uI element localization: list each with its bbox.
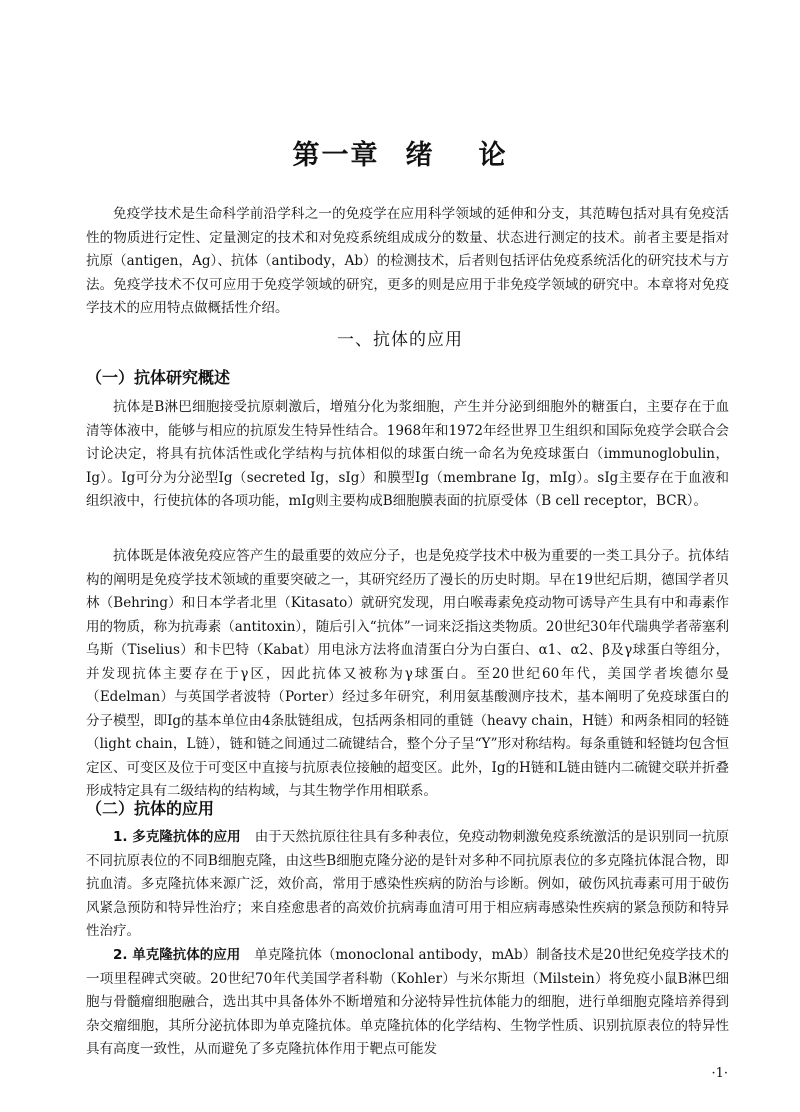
subsection-title-overview: （一）抗体研究概述 bbox=[86, 368, 231, 387]
section-title: 一、抗体的应用 bbox=[337, 330, 463, 350]
polyclonal-paragraph bbox=[86, 826, 729, 944]
monoclonal-heading: 2. 单克隆抗体的应用 bbox=[113, 947, 241, 963]
chapter-number: 第一章 bbox=[292, 140, 380, 171]
chapter-title bbox=[0, 138, 800, 174]
overview-paragraph-2: 抗体既是体液免疫应答产生的最重要的效应分子，也是免疫学技术中极为重要的一类工具分子。抗体结构的阐明是免疫学技术领域的重要突破之一，其研究经历了漫长的历史时期。早在19世纪后期，德国学者贝林（Behring）和日本学者北里（Kitasato）就研究发现，用白喉毒素免疫动物可诱导产生具有中和毒素作用的物质，称为抗毒素（antitoxin），随后引入“抗体”一词来泛指这类物质。20世纪30年代瑞典学者蒂塞利乌斯（Tiselius）和卡巴特（Kabat）用电泳方法将血清蛋白分为白蛋白、α1、α2、β及γ球蛋白等组分，并发现抗体主要存在于γ区，因此抗体又被称为γ球蛋白。至20世纪60年代，美国学者埃德尔曼（Edelman）与英国学者波特（Porter）经过多年研究，利用氨基酸测序技术，基本阐明了免疫球蛋白的分子模型，即Ig的基本单位由4条肽链组成，包括两条相同的重链（heavy chain，H链）和两条相同的轻链（light chain，L链），链和链之间通过二硫键结合，整个分子呈“Y”形对称结构。每条重链和轻链均包含恒定区、可变区及位于可变区中直接与抗原表位接触的超变区。此外，Ig的H链和L链由链内二硫键交联并折叠形成特定具有二级结构的结构域，与其生物学作用相联系。 bbox=[86, 548, 729, 799]
polyclonal-heading: 1. 多克隆抗体的应用 bbox=[113, 829, 241, 845]
monoclonal-text: 单克隆抗体（monoclonal antibody，mAb）制备技术是20世纪免疫学技术的一项里程碑式突破。20世纪70年代美国学者科勒（Kohler）与米尔斯坦（Milstein）将免疫小鼠B淋巴细胞与骨髓瘤细胞融合，选出其中具备体外不断增殖和分泌特异性抗体能力的细胞，进行单细胞克隆培养得到杂交瘤细胞，其所分泌抗体即为单克隆抗体。单克隆抗体的化学结构、生物学性质、识别抗原表位的特异性具有高度一致性，从而避免了多克隆抗体作用于靶点可能发 bbox=[86, 947, 729, 1057]
page-number: ·1· bbox=[711, 1066, 728, 1081]
chapter-title-char-2: 论 bbox=[478, 140, 508, 171]
overview-paragraph-1: 抗体是B淋巴细胞接受抗原刺激后，增殖分化为浆细胞，产生并分泌到细胞外的糖蛋白，主要存在于血清等体液中，能够与相应的抗原发生特异性结合。1968年和1972年经世界卫生组织和国际免疫学会联合会讨论决定，将具有抗体活性或化学结构与抗体相似的球蛋白统一命名为免疫球蛋白（immunoglobulin，Ig）。Ig可分为分泌型Ig（secreted Ig，sIg）和膜型Ig（membrane Ig，mIg）。sIg主要存在于血液和组织液中，行使抗体的各项功能，mIg则主要构成B细胞膜表面的抗原受体（B cell receptor，BCR）。 bbox=[86, 399, 729, 509]
monoclonal-paragraph bbox=[86, 944, 729, 1062]
intro-paragraph: 免疫学技术是生命科学前沿学科之一的免疫学在应用科学领域的延伸和分支，其范畴包括对具有免疫活性的物质进行定性、定量测定的技术和对免疫系统组成成分的数量、状态进行测定的技术。前者主要是指对抗原（antigen，Ag）、抗体（antibody，Ab）的检测技术，后者则包括评估免疫系统活化的研究技术与方法。免疫学技术不仅可应用于免疫学领域的研究，更多的则是应用于非免疫学领域的研究中。本章将对免疫学技术的应用特点做概括性介绍。 bbox=[86, 206, 729, 316]
polyclonal-text: 由于天然抗原往往具有多种表位，免疫动物刺激免疫系统激活的是识别同一抗原不同抗原表位的不同B细胞克隆，由这些B细胞克隆分泌的是针对多种不同抗原表位的多克隆抗体混合物，即抗血清。多克隆抗体来源广泛，效价高，常用于感染性疾病的防治与诊断。例如，破伤风抗毒素可用于破伤风紧急预防和特异性治疗；来自痊愈患者的高效价抗病毒血清可用于相应病毒感染性疾病的紧急预防和特异性治疗。 bbox=[86, 829, 729, 939]
subsection-title-applications: （二）抗体的应用 bbox=[86, 799, 215, 818]
chapter-title-char-1: 绪 bbox=[405, 140, 435, 171]
